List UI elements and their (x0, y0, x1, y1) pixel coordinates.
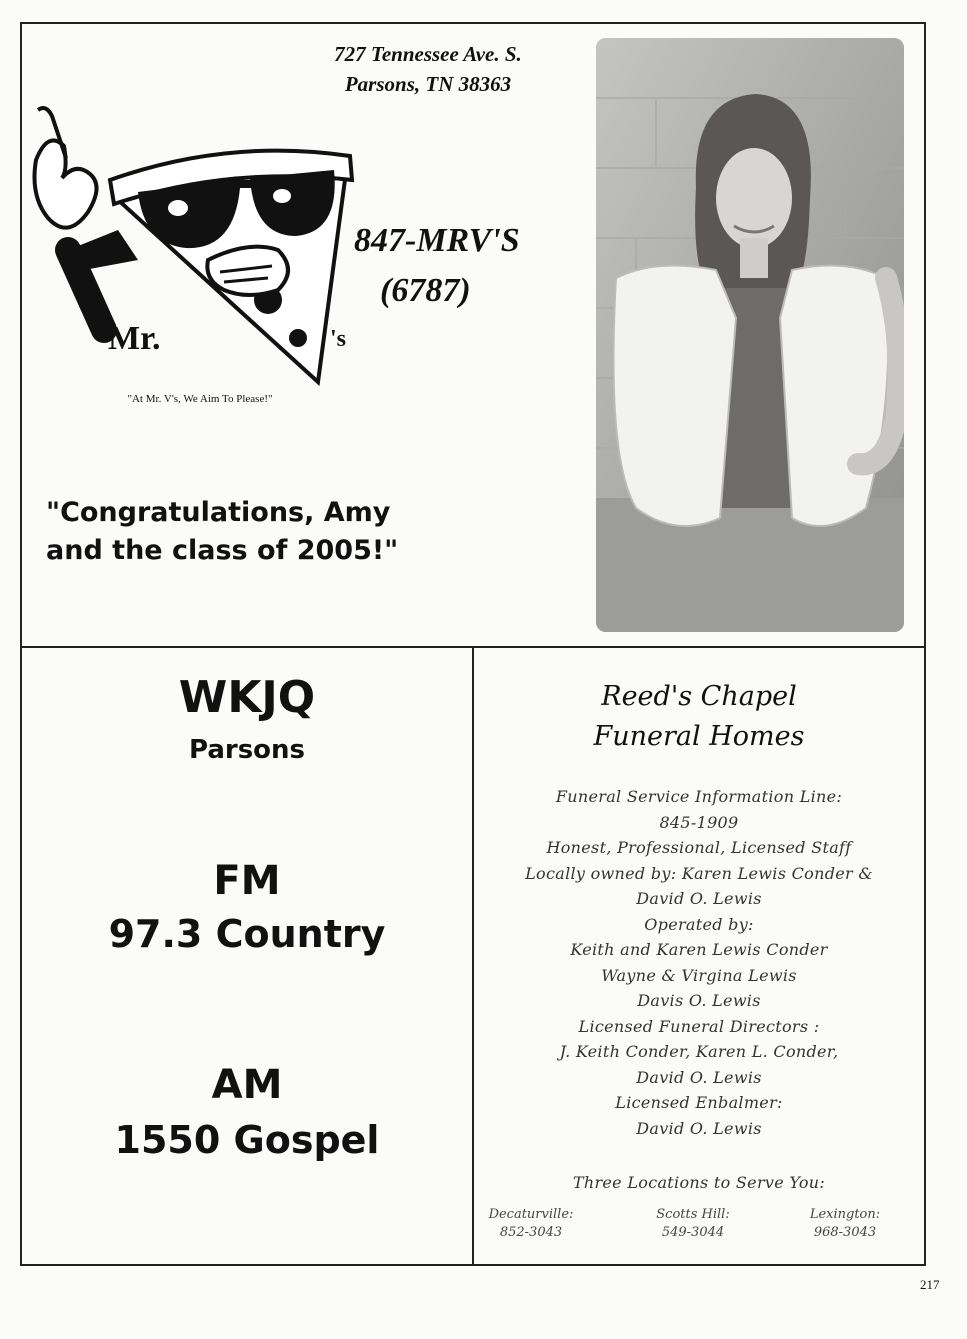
wkjq-fm-format: 97.3 Country (108, 912, 386, 956)
reeds-info-line: David O. Lewis (636, 1067, 762, 1087)
location-phone: 852-3043 (499, 1225, 563, 1240)
reeds-info-line: Locally owned by: Karen Lewis Conder & (525, 863, 873, 883)
location-phone: 968-3043 (813, 1225, 877, 1240)
mrvs-logo-apostrophe-s: 's (330, 326, 347, 352)
congrats-line1: "Congratulations, Amy (46, 497, 391, 528)
reeds-info-line: 845-1909 (659, 812, 739, 832)
wkjq-fm-band: FM (213, 858, 281, 904)
reeds-info-lines (472, 784, 926, 1141)
reeds-info-line: Keith and Karen Lewis Conder (570, 940, 828, 959)
mrvs-phone-line1: 847-MRV'S (354, 222, 520, 259)
location-name: Lexington: (809, 1207, 881, 1222)
reeds-title-line2: Funeral Homes (593, 721, 805, 752)
location-phone: 549-3044 (661, 1225, 725, 1240)
mrvs-pizza-mascot-logo (28, 100, 358, 390)
wkjq-am-format: 1550 Gospel (114, 1118, 380, 1162)
reeds-info-line: David O. Lewis (636, 1118, 762, 1138)
reeds-info-line: David O. Lewis (636, 889, 762, 908)
reeds-info-line: Davis O. Lewis (637, 991, 761, 1010)
reeds-info-line: Honest, Professional, Licensed Staff (546, 838, 852, 857)
reeds-location-lexington (780, 1206, 910, 1242)
page-number: 217 (920, 1277, 940, 1292)
mrvs-logo-mr: Mr. (108, 320, 161, 357)
location-name: Scotts Hill: (656, 1207, 730, 1222)
wkjq-city: Parsons (188, 735, 306, 765)
mrvs-address-line2: Parsons, TN 38363 (344, 72, 512, 96)
reeds-location-scotts-hill (628, 1206, 758, 1242)
mrvs-slogan: "At Mr. V's, We Aim To Please!" (127, 393, 273, 405)
reeds-info-line: Wayne & Virgina Lewis (601, 965, 797, 985)
reeds-location-decaturville (466, 1206, 596, 1242)
congrats-line2: and the class of 2005!" (46, 535, 399, 566)
reeds-info-line: J. Keith Conder, Karen L. Conder, (559, 1042, 839, 1061)
senior-portrait-photo (596, 38, 904, 632)
wkjq-call-sign: WKJQ (178, 672, 316, 723)
mrvs-phone-line2: (6787) (380, 272, 471, 309)
wkjq-am-band: AM (211, 1062, 283, 1108)
thumb-hand-icon (207, 247, 288, 295)
reeds-info-line: Licensed Funeral Directors : (578, 1016, 820, 1036)
reeds-info-line: Operated by: (644, 914, 754, 934)
reeds-locations-heading: Three Locations to Serve You: (572, 1173, 826, 1192)
location-name: Decaturville: (488, 1207, 574, 1222)
reeds-info-line: Funeral Service Information Line: (555, 787, 843, 806)
reeds-title-line1: Reed's Chapel (601, 681, 797, 712)
mrvs-address-line1: 727 Tennessee Ave. S. (334, 42, 522, 66)
reeds-info-line: Licensed Enbalmer: (615, 1093, 783, 1112)
